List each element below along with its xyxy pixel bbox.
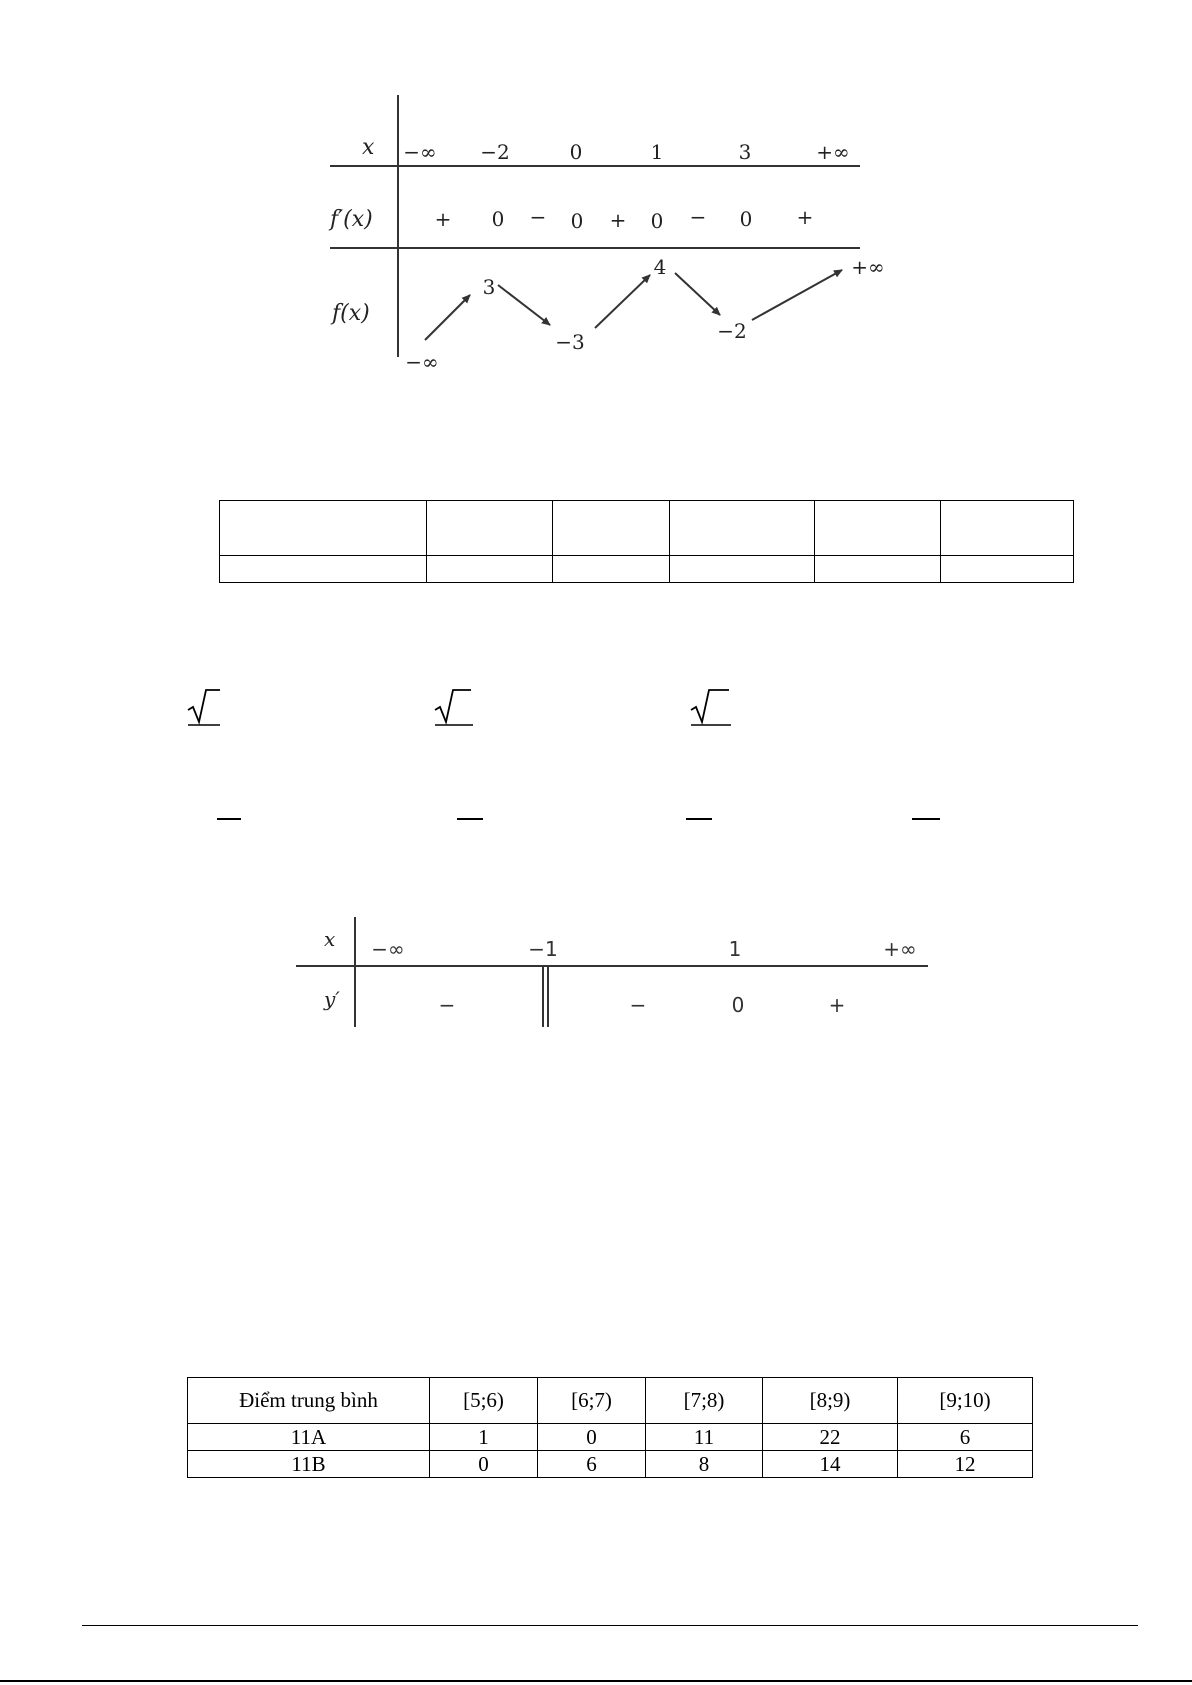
x-value: −2 bbox=[480, 140, 510, 164]
undefined-double-bar bbox=[547, 967, 549, 1027]
row-label-derivative: f′(x) bbox=[330, 207, 373, 232]
x-value: −1 bbox=[528, 937, 558, 961]
function-value: −3 bbox=[555, 330, 585, 354]
decreasing-arrow bbox=[675, 273, 720, 315]
variation-table bbox=[320, 95, 910, 375]
derivative-sign: − bbox=[689, 205, 707, 229]
derivative-sign: 0 bbox=[491, 207, 505, 231]
table-cell: 8 bbox=[646, 1451, 763, 1478]
table-row bbox=[188, 1424, 1033, 1451]
derivative-sign: + bbox=[796, 205, 814, 229]
decreasing-arrow bbox=[498, 285, 550, 325]
derivative-sign: + bbox=[609, 208, 627, 232]
table-cell: 6 bbox=[538, 1451, 646, 1478]
increasing-arrow bbox=[425, 295, 470, 340]
sqrt-symbol bbox=[186, 688, 226, 728]
increasing-arrow bbox=[752, 270, 842, 320]
header-cell: [5;6) bbox=[430, 1378, 538, 1424]
derivative-sign: 0 bbox=[739, 207, 753, 231]
table-cell: 6 bbox=[898, 1424, 1033, 1451]
derivative-sign: + bbox=[828, 993, 846, 1017]
header-cell: [6;7) bbox=[538, 1378, 646, 1424]
page-bottom-edge bbox=[0, 1680, 1192, 1685]
derivative-sign: − bbox=[629, 993, 647, 1017]
table-cell: 14 bbox=[763, 1451, 898, 1478]
table-cell: 0 bbox=[430, 1451, 538, 1478]
x-value: −∞ bbox=[371, 937, 405, 961]
x-value: 3 bbox=[738, 140, 752, 164]
row-label-function: f(x) bbox=[332, 301, 370, 326]
sign-table bbox=[290, 915, 930, 1030]
row-label-x: x bbox=[324, 927, 336, 951]
function-value: −∞ bbox=[405, 350, 439, 374]
undefined-double-bar bbox=[542, 967, 544, 1027]
variation-arrows bbox=[320, 95, 910, 375]
header-cell: [7;8) bbox=[646, 1378, 763, 1424]
sqrt-symbol bbox=[433, 688, 477, 728]
function-value: +∞ bbox=[851, 255, 885, 279]
score-table bbox=[187, 1377, 1033, 1478]
derivative-sign: − bbox=[438, 993, 456, 1017]
table-cell: 22 bbox=[763, 1424, 898, 1451]
derivative-sign: 0 bbox=[731, 993, 745, 1017]
header-cell: [9;10) bbox=[898, 1378, 1033, 1424]
footer-rule bbox=[82, 1625, 1138, 1626]
header-cell: [8;9) bbox=[763, 1378, 898, 1424]
x-value: +∞ bbox=[816, 140, 850, 164]
x-value: −∞ bbox=[403, 140, 437, 164]
table-cell: 11A bbox=[188, 1424, 430, 1451]
derivative-sign: − bbox=[529, 205, 547, 229]
fraction-bar bbox=[686, 818, 712, 820]
row-label-derivative: y′ bbox=[324, 987, 340, 1011]
table-cell: 11 bbox=[646, 1424, 763, 1451]
table-cell: 0 bbox=[538, 1424, 646, 1451]
sqrt-symbol bbox=[689, 688, 735, 728]
x-value: 0 bbox=[569, 140, 583, 164]
derivative-sign: + bbox=[434, 207, 452, 231]
table-vertical-divider bbox=[354, 917, 356, 1027]
function-value: −2 bbox=[717, 319, 747, 343]
table-cell: 1 bbox=[430, 1424, 538, 1451]
increasing-arrow bbox=[595, 275, 650, 328]
table-cell: 11B bbox=[188, 1451, 430, 1478]
derivative-sign: 0 bbox=[570, 209, 584, 233]
fraction-bar bbox=[217, 818, 241, 820]
row-label-x: x bbox=[362, 135, 375, 160]
x-value: +∞ bbox=[883, 937, 917, 961]
derivative-sign: 0 bbox=[650, 209, 664, 233]
function-value: 3 bbox=[482, 275, 496, 299]
fraction-bar bbox=[912, 818, 940, 820]
empty-table bbox=[219, 500, 1074, 583]
header-cell: Điểm trung bình bbox=[188, 1378, 430, 1424]
table-row-divider bbox=[296, 965, 928, 967]
table-row bbox=[188, 1451, 1033, 1478]
fraction-bar bbox=[457, 818, 483, 820]
x-value: 1 bbox=[650, 140, 664, 164]
table-cell: 12 bbox=[898, 1451, 1033, 1478]
x-value: 1 bbox=[728, 937, 742, 961]
function-value: 4 bbox=[653, 255, 667, 279]
table-header-row bbox=[188, 1378, 1033, 1424]
